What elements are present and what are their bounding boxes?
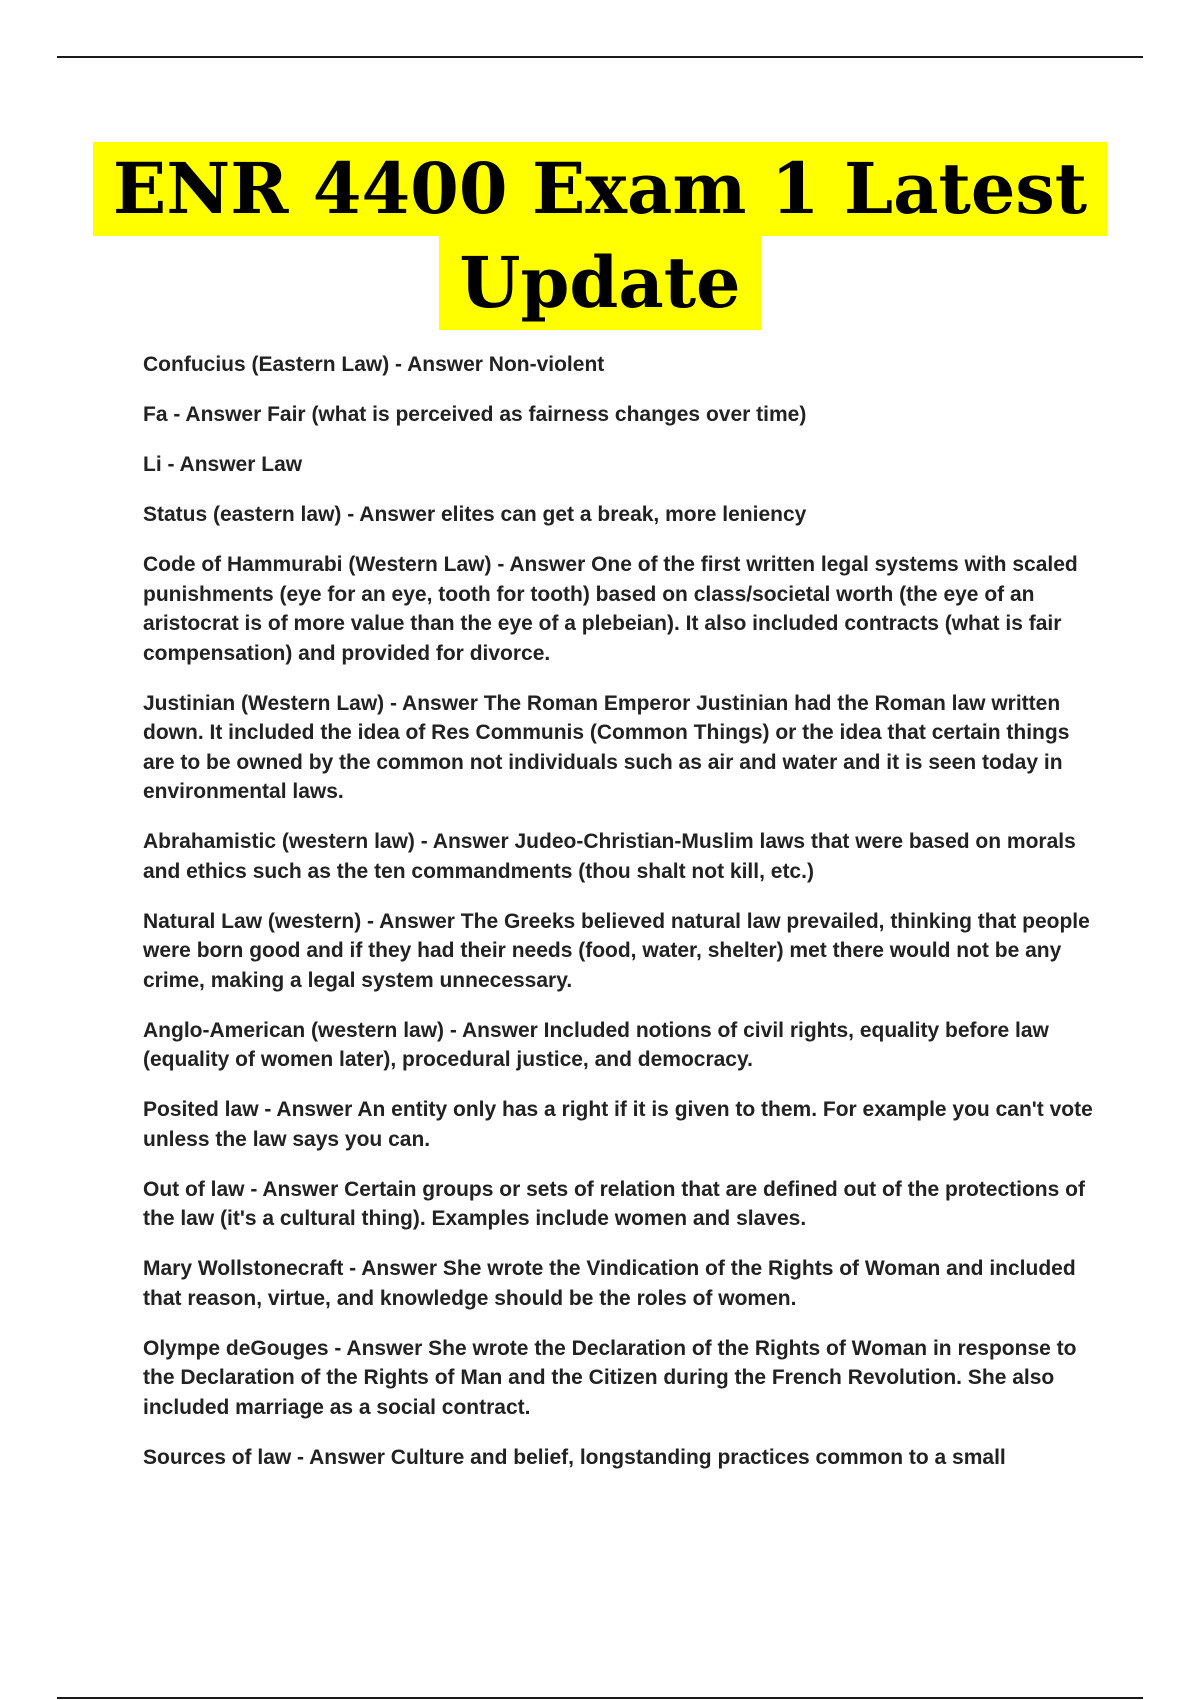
list-item [143, 827, 1093, 886]
list-item [143, 450, 1093, 480]
list-item [143, 1095, 1093, 1154]
answer-separator: - Answer [389, 353, 489, 376]
answer: Law [261, 453, 303, 476]
term: Natural Law (western) [143, 909, 362, 933]
answer: Fair (what is perceived as fairness changes over time) [267, 403, 807, 426]
answer: The Greeks believed natural law prevailed, thinking that people were born good and if they had their needs (food, water, shelter) met there would not be any crime, making a legal system unnecessary. [143, 909, 1090, 992]
answer-separator: - Answer [444, 1018, 544, 1042]
answer-separator: - Answer [414, 830, 515, 853]
list-item [143, 1175, 1093, 1234]
list-item [143, 1443, 1093, 1473]
bottom-divider [57, 1697, 1143, 1699]
answer-separator: - Answer [491, 553, 592, 576]
term: Status (eastern law) [143, 503, 342, 526]
title-line-1: ENR 4400 Exam 1 Latest [93, 142, 1107, 236]
answer: Non-violent [488, 353, 605, 376]
answer-separator: - Answer [328, 1336, 429, 1360]
answer-separator: - Answer [161, 453, 262, 476]
top-divider [57, 56, 1143, 58]
answer-separator: - Answer [384, 691, 484, 715]
page-title [0, 142, 1200, 330]
term: Fa [143, 403, 168, 426]
answer: Culture and belief, longstanding practices common to a small [390, 1445, 1006, 1469]
list-item [143, 350, 1093, 380]
list-item [143, 400, 1093, 430]
term: Abrahamistic (western law) [143, 830, 415, 853]
answer: The Roman Emperor Justinian had the Roman law written down. It included the idea of Res Communis (Common Things) or the idea that certain things are to be owned by the common not individuals such as air and water and it is seen today in environmental laws. [143, 691, 1070, 803]
term: Anglo-American (western law) [143, 1018, 445, 1042]
list-item [143, 689, 1093, 807]
title-line-2: Update [439, 236, 760, 330]
answer: Judeo-Christian-Muslim laws that were based on morals and ethics such as the ten commandments (thou shalt not kill, etc.) [143, 830, 1076, 883]
flashcard-list [143, 350, 1093, 1493]
answer: elites can get a break, more leniency [440, 503, 807, 526]
answer-separator: - Answer [343, 1257, 443, 1280]
answer: Included notions of civil rights, equality before law (equality of women later), procedural justice, and democracy. [143, 1018, 1049, 1071]
term: Li [143, 453, 162, 476]
answer-separator: - Answer [291, 1445, 391, 1469]
list-item [143, 1016, 1093, 1075]
term: Out of law [143, 1177, 245, 1201]
answer-separator: - Answer [361, 909, 461, 933]
list-item [143, 500, 1093, 530]
list-item [143, 550, 1093, 668]
term: Confucius (Eastern Law) [143, 353, 390, 376]
answer-separator: - Answer [167, 403, 268, 426]
term: Posited law [143, 1098, 259, 1121]
list-item [143, 907, 1093, 996]
answer-separator: - Answer [258, 1098, 358, 1121]
term: Code of Hammurabi (Western Law) [143, 553, 492, 576]
term: Sources of law [143, 1445, 292, 1469]
term: Justinian (Western Law) [143, 691, 385, 715]
answer: She wrote the Vindication of the Rights of Woman and included that reason, virtue, and knowledge should be the roles of women. [143, 1257, 1076, 1310]
answer: An entity only has a right if it is given to them. For example you can't vote unless the law says you can. [143, 1098, 1093, 1151]
term: Mary Wollstonecraft [143, 1257, 344, 1280]
term: Olympe deGouges [143, 1336, 329, 1360]
answer: One of the first written legal systems with scaled punishments (eye for an eye, tooth for tooth) based on class/societal worth (the eye of an aristocrat is of more value than the eye of a plebeian). It also included contracts (what is fair compensation) and provided for divorce. [143, 553, 1078, 665]
answer: Certain groups or sets of relation that are defined out of the protections of the law (it's a cultural thing). Examples include women and slaves. [143, 1177, 1085, 1230]
list-item [143, 1254, 1093, 1313]
answer-separator: - Answer [341, 503, 441, 526]
answer: She wrote the Declaration of the Rights of Woman in response to the Declaration of the Rights of Man and the Citizen during the French Revolution. She also included marriage as a social contract. [143, 1336, 1077, 1419]
list-item [143, 1334, 1093, 1423]
answer-separator: - Answer [244, 1177, 345, 1201]
